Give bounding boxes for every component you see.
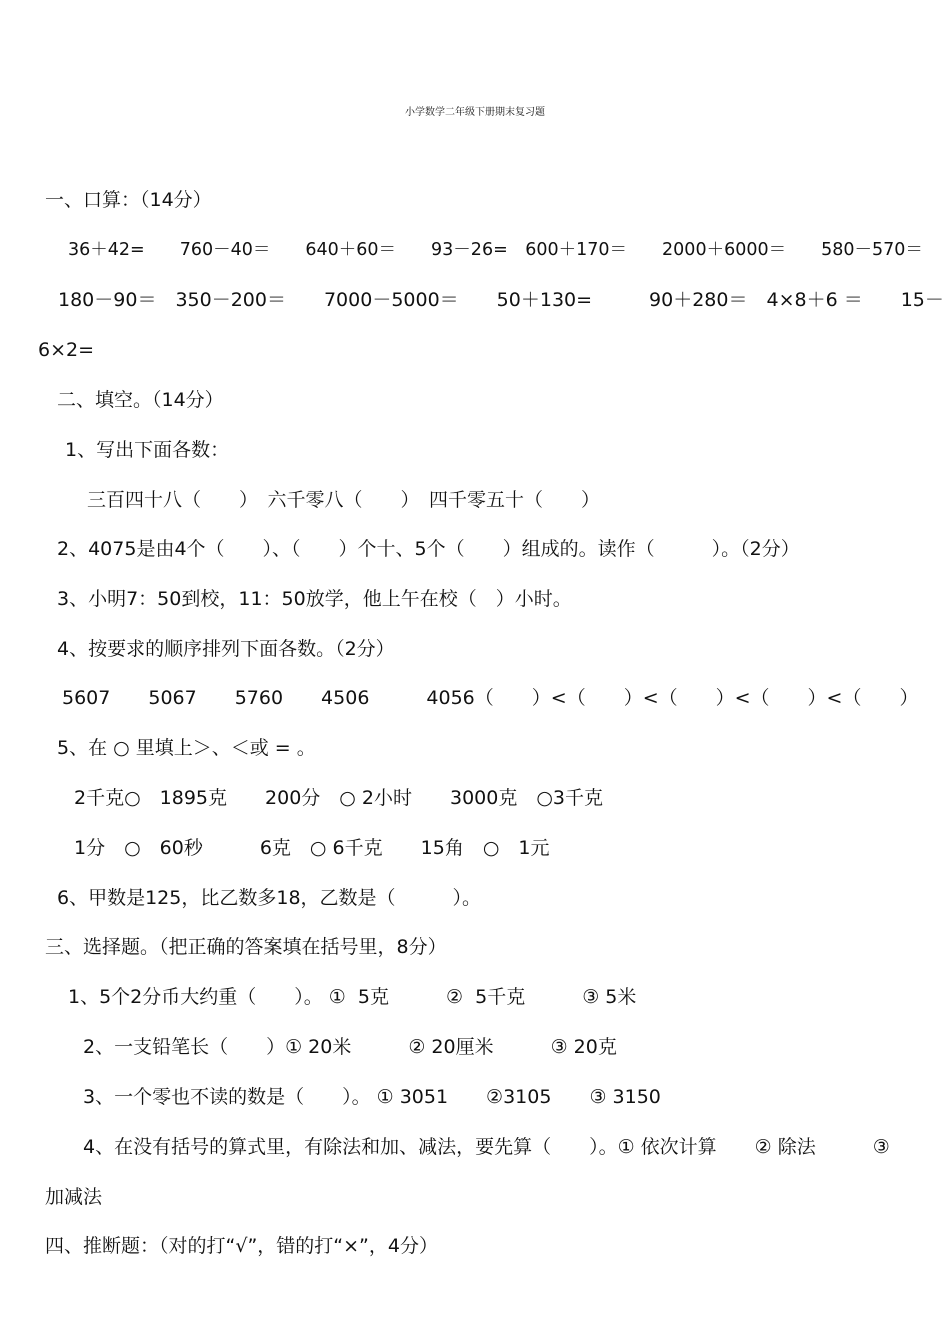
choice-q1: 1、5个2分币大约重（ ）。 ① 5克 ② 5千克 ③ 5米 [68, 986, 637, 1008]
section1-heading: 一、口算：（14分） [45, 189, 212, 211]
fill-q6: 6、甲数是125，比乙数多18，乙数是（ ）。 [57, 887, 482, 909]
fill-q4: 4、按要求的顺序排列下面各数。（2分） [57, 638, 395, 660]
section4-heading: 四、推断题：（对的打“√”，错的打“×”，4分） [45, 1235, 438, 1257]
fill-q4-items: 5607 5067 5760 4506 4056（ ）<（ ）<（ ）<（ ）<（ ） [62, 687, 919, 709]
section2-heading: 二、填空。（14分） [57, 389, 224, 411]
fill-q2: 2、4075是由4个（ ）、（ ）个十、5个（ ）组成的。读作（ ）。（2分） [57, 538, 800, 560]
mental-math-row-2: 180－90＝ 350－200＝ 7000－5000＝ 50＋130= 90＋280＝ 4×8＋6 ＝ 15－ [58, 289, 944, 311]
fill-q5-row-2: 1分 ○ 60秒 6克 ○ 6千克 15角 ○ 1元 [74, 837, 550, 859]
fill-q5-row-1: 2千克○ 1895克 200分 ○ 2小时 3000克 ○3千克 [74, 787, 604, 809]
fill-q1: 1、写出下面各数： [65, 439, 230, 461]
mental-math-row-3: 6×2= [38, 339, 95, 361]
choice-q4: 4、在没有括号的算式里，有除法和加、减法，要先算（ ）。① 依次计算 ② 除法 ③ [83, 1136, 890, 1158]
page-title: 小学数学二年级下册期末复习题 [405, 107, 545, 118]
fill-q1-items: 三百四十八（ ） 六千零八（ ） 四千零五十（ ） [87, 489, 601, 511]
choice-q3: 3、一个零也不读的数是（ ）。 ① 3051 ②3105 ③ 3150 [83, 1086, 661, 1108]
mental-math-row-1: 36＋42= 760－40＝ 640＋60＝ 93－26= 600＋170＝ 2000＋6000＝ 580－570＝ [68, 240, 923, 260]
fill-q5: 5、在 ○ 里填上＞、＜或 = 。 [57, 737, 316, 759]
choice-q4-continued: 加减法 [45, 1186, 103, 1208]
section3-heading: 三、选择题。（把正确的答案填在括号里，8分） [45, 936, 447, 958]
choice-q2: 2、一支铅笔长（ ）① 20米 ② 20厘米 ③ 20克 [83, 1036, 617, 1058]
fill-q3: 3、小明7：50到校，11：50放学，他上午在校（ ）小时。 [57, 588, 572, 610]
